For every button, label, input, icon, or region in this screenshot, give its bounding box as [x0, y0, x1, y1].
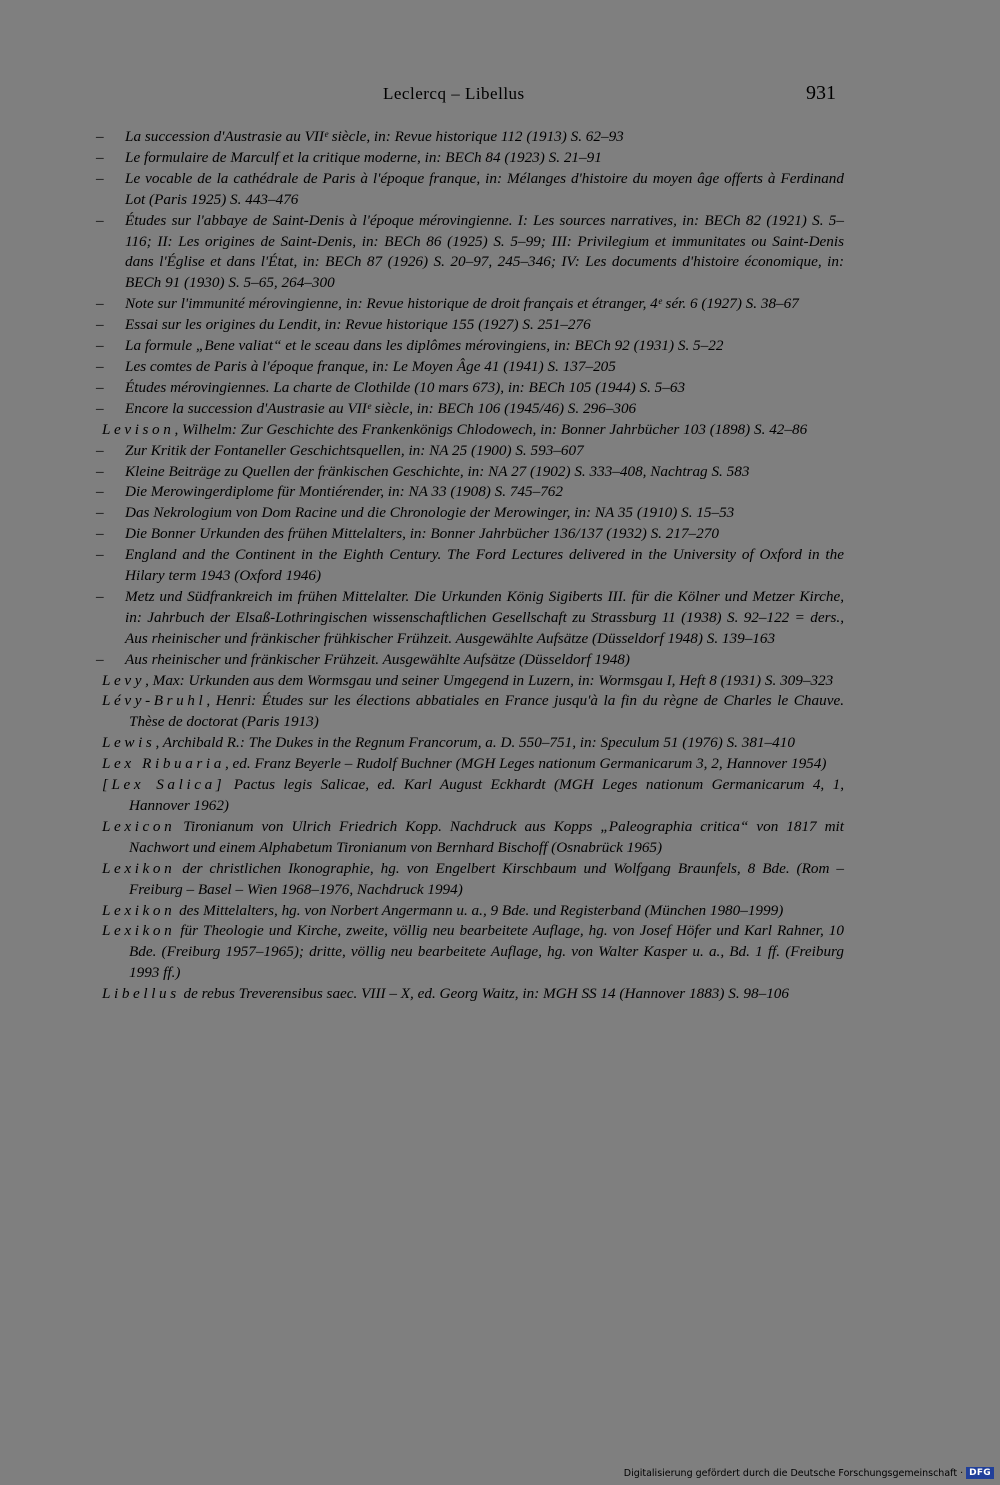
entry-text: Die Merowingerdiplome für Montiérender, in: NA 33 (1908) S. 745–762	[125, 483, 563, 501]
entry-dash: –	[96, 462, 104, 480]
entry-text: , Max: Urkunden aus dem Wormsgau und seiner Umgegend in Luzern, in: Wormsgau I, Heft 8 (1931) S. 309–323	[145, 671, 834, 689]
bibliography-entry	[96, 127, 844, 148]
entry-dash: –	[96, 357, 104, 375]
entry-text: England and the Continent in the Eighth Century. The Ford Lectures delivered in the University of Oxford in the Hilary term 1943 (Oxford 1946)	[125, 546, 844, 585]
bibliography-entry	[96, 148, 844, 169]
entry-dash: –	[96, 316, 104, 334]
credit-text: Digitalisierung gefördert durch die Deutsche Forschungsgemeinschaft ·	[623, 1467, 964, 1479]
entry-dash: –	[96, 169, 104, 187]
entry-dash: –	[96, 211, 104, 229]
bibliography-entry	[96, 754, 844, 775]
dfg-logo: DFG	[966, 1467, 994, 1479]
bibliography-entry	[96, 399, 844, 420]
entry-dash: –	[96, 295, 104, 313]
bibliography-entry	[96, 733, 844, 754]
entry-author: Lexicon	[102, 817, 176, 835]
entry-text: Essai sur les origines du Lendit, in: Revue historique 155 (1927) S. 251–276	[125, 316, 591, 334]
entry-text: Encore la succession d'Austrasie au VIIᵉ siècle, in: BECh 106 (1945/46) S. 296–306	[125, 399, 637, 417]
bibliography-entry	[96, 441, 844, 462]
bibliography-entry	[96, 901, 844, 922]
entry-text: Le formulaire de Marculf et la critique moderne, in: BECh 84 (1923) S. 21–91	[125, 148, 602, 166]
entry-dash: –	[96, 441, 104, 459]
entry-text: , ed. Franz Beyerle – Rudolf Buchner (MGH Leges nationum Germanicarum 3, 2, Hannover 1954)	[224, 755, 827, 773]
entry-dash: –	[96, 128, 104, 145]
bibliography-entry	[96, 294, 844, 315]
bibliography-entry	[96, 462, 844, 483]
bibliography-entry	[96, 817, 844, 859]
entry-text: , Archibald R.: The Dukes in the Regnum Francorum, a. D. 550–751, in: Speculum 51 (1976) S. 381–410	[155, 734, 795, 752]
entry-dash: –	[96, 546, 104, 564]
entry-author: Lexikon	[102, 859, 176, 877]
bibliography-entry	[96, 671, 844, 692]
entry-dash: –	[96, 399, 104, 417]
entry-author: Lex Ribuaria	[102, 755, 225, 773]
entry-text: des Mittelalters, hg. von Norbert Angermann u. a., 9 Bde. und Registerband (München 1980–1999)	[175, 901, 784, 919]
bibliography-entry	[96, 587, 844, 650]
entry-text: Das Nekrologium von Dom Racine und die Chronologie der Merowinger, in: NA 35 (1910) S. 15–53	[125, 504, 735, 522]
entry-text: Études sur l'abbaye de Saint-Denis à l'époque mérovingienne. I: Les sources narratives, in: BECh 82 (1921) S. 5–116; II: Les origines de Saint-Denis, in: BECh 86 (1925) S. 5–99; III: Privilegium et immunitates ou Saint-Denis dans l'Église et dans l'État, in: BECh 87 (1926) S. 20–97, 245–346; IV: Les documents d'histoire économique, in: BECh 91 (1930) S. 5–65, 264–300	[125, 211, 844, 292]
entry-text: Metz und Südfrankreich im frühen Mittelalter. Die Urkunden König Sigiberts III. für die Kölner und Metzer Kirche, in: Jahrbuch der Elsaß-Lothringischen wissenschaftlichen Gesellschaft zu Strassburg 11 (1938) S. 92–122 = ders., Aus rheinischer und fränkischer frühkischer Frühzeit. Ausgewählte Aufsätze (Düsseldorf 1948) S. 139–163	[125, 587, 844, 647]
entry-dash: –	[96, 148, 104, 166]
entry-text: Pactus legis Salicae, ed. Karl August Eckhardt (MGH Leges nationum Germanicarum 4, 1, Hannover 1962)	[129, 776, 844, 814]
entry-author: Lévy-Bruhl	[102, 692, 207, 710]
entry-text: Études mérovingiennes. La charte de Clothilde (10 mars 673), in: BECh 105 (1944) S. 5–63	[125, 378, 686, 396]
bibliography-entry	[96, 420, 844, 441]
bibliography-entry	[96, 650, 844, 671]
entry-text: La succession d'Austrasie au VIIᵉ siècle, in: Revue historique 112 (1913) S. 62–93	[125, 128, 624, 145]
bibliography-entry	[96, 859, 844, 901]
entry-author: Lewis	[102, 734, 156, 752]
bibliography-entry	[96, 357, 844, 378]
bibliography-entry	[96, 921, 844, 984]
entry-text: de rebus Treverensibus saec. VIII – X, ed. Georg Waitz, in: MGH SS 14 (Hannover 1883) S. 98–106	[179, 985, 789, 1003]
entry-author: Lexikon	[102, 922, 176, 940]
entry-dash: –	[96, 650, 104, 668]
entry-text: der christlichen Ikonographie, hg. von Engelbert Kirschbaum und Wolfgang Braunfels, 8 Bde. (Rom – Freiburg – Basel – Wien 1968–1976, Nachdruck 1994)	[129, 859, 844, 898]
entry-text: Les comtes de Paris à l'époque franque, in: Le Moyen Âge 41 (1941) S. 137–205	[125, 357, 616, 375]
entry-text: Aus rheinischer und fränkischer Frühzeit. Ausgewählte Aufsätze (Düsseldorf 1948)	[125, 650, 630, 668]
entry-dash: –	[96, 337, 104, 355]
entry-author: Lexikon	[102, 901, 176, 919]
bibliography-entry	[96, 545, 844, 587]
entry-dash: –	[96, 378, 104, 396]
entry-text: La formule „Bene valiat“ et le sceau dans les diplômes mérovingiens, in: BECh 92 (1931) S. 5–22	[125, 337, 724, 355]
entry-text: , Henri: Études sur les élections abbatiales en France jusqu'à la fin du règne de Charles le Chauve. Thèse de doctorat (Paris 1913)	[129, 692, 844, 731]
entry-text: Tironianum von Ulrich Friedrich Kopp. Nachdruck aus Kopps „Paleographia critica“ von 1817 mit Nachwort und einem Alphabetum Tironianum von Bernhard Bischoff (Osnabrück 1965)	[129, 817, 844, 856]
entry-dash: –	[96, 587, 104, 605]
entry-text: Die Bonner Urkunden des frühen Mittelalters, in: Bonner Jahrbücher 136/137 (1932) S. 217–270	[125, 525, 719, 543]
entry-text: Zur Kritik der Fontaneller Geschichtsquellen, in: NA 25 (1900) S. 593–607	[125, 441, 584, 459]
bibliography-entry	[96, 315, 844, 336]
bibliography-entry	[96, 169, 844, 211]
bibliography-list	[96, 127, 844, 1005]
page-number: 931	[806, 82, 836, 104]
entry-text: Kleine Beiträge zu Quellen der fränkischen Geschichte, in: NA 27 (1902) S. 333–408, Nachtrag S. 583	[125, 462, 750, 480]
entry-author: [Lex Salica]	[102, 776, 226, 794]
entry-dash: –	[96, 504, 104, 522]
bibliography-entry	[96, 691, 844, 733]
bibliography-entry	[96, 503, 844, 524]
entry-text: Note sur l'immunité mérovingienne, in: Revue historique de droit français et étranger, 4ᵉ sér. 6 (1927) S. 38–67	[125, 295, 799, 313]
bibliography-entry	[96, 482, 844, 503]
entry-text: Le vocable de la cathédrale de Paris à l'époque franque, in: Mélanges d'histoire du moyen âge offerts à Ferdinand Lot (Paris 1925) S. 443–476	[125, 169, 844, 208]
running-head: Leclercq – Libellus	[383, 84, 525, 103]
entry-text: , Wilhelm: Zur Geschichte des Frankenkönigs Chlodowech, in: Bonner Jahrbücher 103 (1898) S. 42–86	[174, 420, 808, 438]
entry-author: Levison	[102, 420, 175, 438]
bibliography-entry	[96, 984, 844, 1005]
bibliography-entry	[96, 336, 844, 357]
bibliography-entry	[96, 211, 844, 295]
entry-author: Levy	[102, 671, 146, 689]
bibliography-entry	[96, 524, 844, 545]
entry-dash: –	[96, 483, 104, 501]
digitization-credit	[624, 1467, 994, 1479]
entry-author: Libellus	[102, 985, 180, 1003]
bibliography-entry	[96, 775, 844, 817]
entry-text: für Theologie und Kirche, zweite, völlig neu bearbeitete Auflage, hg. von Josef Höfer und Karl Rahner, 10 Bde. (Freiburg 1957–1965); dritte, völlig neu bearbeitete Auflage, hg. von Walter Kasper u. a., Bd. 1 ff. (Freiburg 1993 ff.)	[129, 922, 844, 982]
bibliography-entry	[96, 378, 844, 399]
entry-dash: –	[96, 525, 104, 543]
